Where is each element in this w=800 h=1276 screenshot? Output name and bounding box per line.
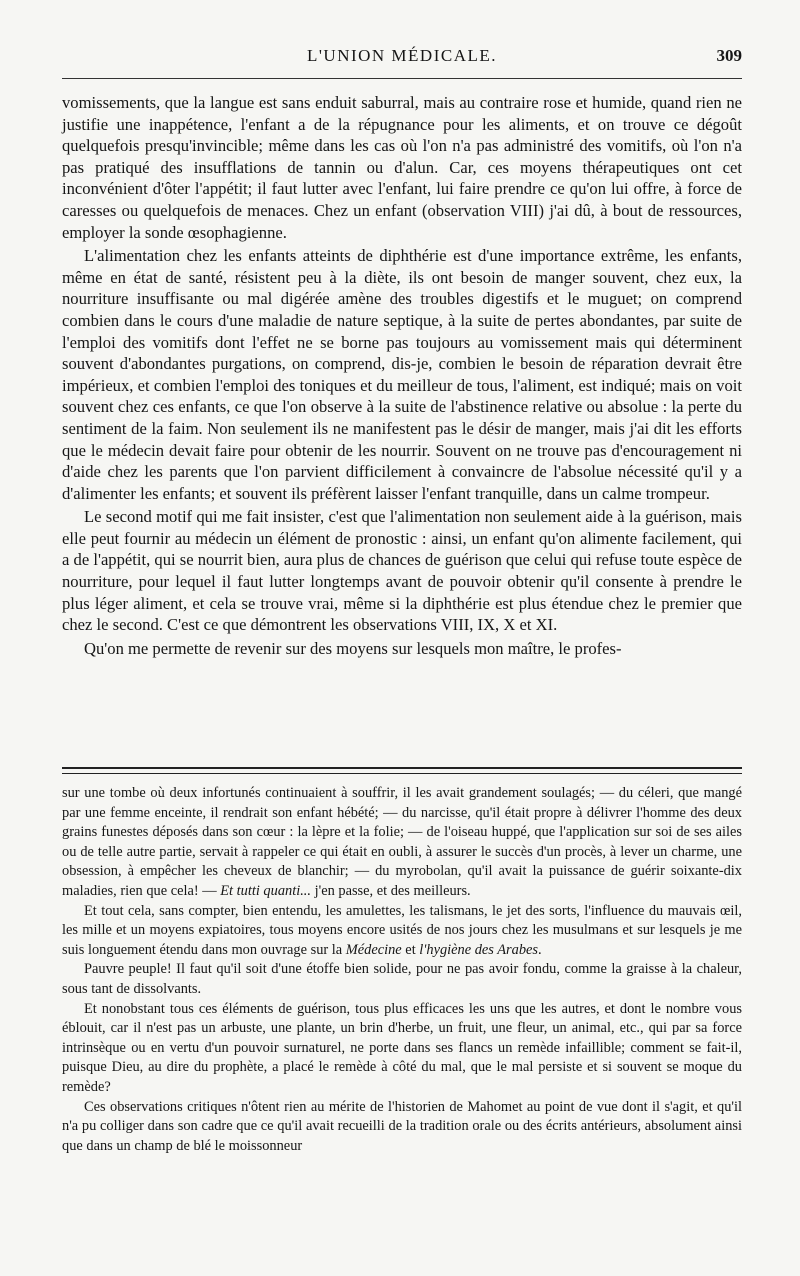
italic-title: Médecine: [345, 941, 402, 958]
body-paragraph: Le second motif qui me fait insister, c'est que l'alimentation non seulement aide à la guérison, mais elle peut fournir au médecin un élément de pronostic : ainsi, un enfant qu'on alimente facilement, qui a de l'appétit, qui se nourrit bien, aura plus de chances de guérison que celui qui refuse toute espèce de nourriture, pour lequel il faut lutter longtemps avant de pouvoir obtenir qu'il consente à prendre le plus léger aliment, et cela se trouve vrai, même si la diphthérie est plus étendue chez le premier que chez le second. C'est ce que démontrent les observations VIII, IX, X et XI.: [62, 507, 742, 635]
feuilleton-paragraph: sur une tombe où deux infortunés continuaient à souffrir, il les avait grandement soulagés; — du céleri, que mangé par une femme enceinte, il rendrait son enfant hébété; — du narcisse, qu'il était propre à délivrer l'homme des deux grains funestes déposés dans son cœur : la lèpre et la folie; — de l'oiseau huppé, que l'application sur soi de ses ailes ou de telle autre partie, servait à rappeler ce qui était en oubli, à assurer le succès d'un procès, à lever un charme, une obsession, à empêcher les cheveux de blanchir; — du myrobolan, qu'il avait la puissance de guérir soixante-dix maladies, rien que cela! — Et tutti quanti... j'en passe, et des meilleurs.: [62, 785, 742, 899]
italic-title: l'hygiène des Arabes: [419, 941, 539, 958]
body-paragraph: vomissements, que la langue est sans enduit saburral, mais au contraire rose et humide, quand rien ne justifie une inappétence, l'enfant a de la répugnance pour les aliments, et on trouve ce dégoût quelquefois presqu'invincible; même dans les cas où l'on n'a pas administré des vomitifs, où l'on n'a pas pratiqué des insufflations de tannin ou d'alun. Car, ces moyens thérapeutiques ont cet inconvénient d'ôter l'appétit; il faut lutter avec l'enfant, lui faire prendre ce qu'on lui offre, à force de caresses ou quelquefois de menaces. Chez un enfant (observation VIII) j'ai dû, à bout de ressources, employer la sonde œsophagienne.: [62, 93, 742, 242]
body-paragraph: L'alimentation chez les enfants atteints de diphthérie est d'une importance extrême, les enfants, même en état de santé, résistent peu à la diète, ils ont besoin de manger souvent, chez eux, la nourriture insuffisante ou mal digérée amène des troubles digestifs et le muguet; on comprend combien dans le cours d'une maladie de nature septique, à la suite de pertes abondantes, par suite de l'emploi des vomitifs dont l'effet ne se borne pas toujours au vomissement mais qui déterminent souvent d'abondantes purgations, on comprend, dis-je, combien le besoin de réparation devrait être impérieux, et combien l'emploi des toniques et du meilleur de tous, l'aliment, est indiqué; mais on voit souvent chez ces enfants, ce que l'on observe à la suite de l'abstinence relative ou absolue : la perte du sentiment de la faim. Non seulement ils ne manifestent pas le désir de manger, mais j'ai dit les efforts que le médecin devait faire pour obtenir de les nourrir. Souvent on ne trouve pas d'encouragement ni d'aide chez les parents que l'on parvient difficilement à convaincre de l'absolue nécessité qu'il y a d'alimenter les enfants; et souvent ils préfèrent laisser l'enfant tranquille, dans un calme trompeur.: [62, 246, 742, 503]
running-title: L'UNION MÉDICALE.: [306, 46, 498, 65]
header-rule: [62, 78, 742, 79]
page-number: 309: [716, 46, 742, 65]
feuilleton-paragraph: Et nonobstant tous ces éléments de guérison, tous plus efficaces les uns que les autres, et dont le nombre vous éblouit, car il n'est pas un arbuste, une plante, un brin d'herbe, un fruit, une fleur, un animal, etc., qui par sa force intrinsèque ou en vertu d'un pouvoir surnaturel, ne porte dans ses flancs un remède infaillible; comment se fait-il, puisque Dieu, au dire du prophète, a placé le remède à côté du mal, que le mal persiste et si souvent se moque du remède?: [62, 1000, 742, 1095]
feuilleton-separator: [62, 767, 742, 774]
main-text: [62, 92, 742, 659]
feuilleton-paragraph: Et tout cela, sans compter, bien entendu, les amulettes, les talismans, le jet des sorts, l'influence du mauvais œil, les mille et un moyens expiatoires, tous moyens encore usités de nos jours chez les musulmans et sur lesquels je me suis longuement étendu dans mon ouvrage sur la Médecine et l'hygiène des Arabes.: [62, 902, 742, 958]
feuilleton-text: [62, 784, 742, 1156]
italic-phrase: Et tutti quanti...: [220, 882, 311, 899]
feuilleton-paragraph: Ces observations critiques n'ôtent rien au mérite de l'historien de Mahomet au point de vue dont il s'agit, et qu'il n'a pu colliger dans son cadre que ce qu'il avait recueilli de la tradition orale ou des écrits antérieurs, absolument ainsi que dans un champ de blé le moissonneur: [62, 1098, 742, 1154]
page-header: [62, 46, 742, 74]
body-paragraph: Qu'on me permette de revenir sur des moyens sur lesquels mon maître, le profes-: [84, 638, 622, 658]
feuilleton-paragraph: Pauvre peuple! Il faut qu'il soit d'une étoffe bien solide, pour ne pas avoir fondu, comme la graisse à la chaleur, sous tant de dissolvants.: [62, 961, 742, 997]
